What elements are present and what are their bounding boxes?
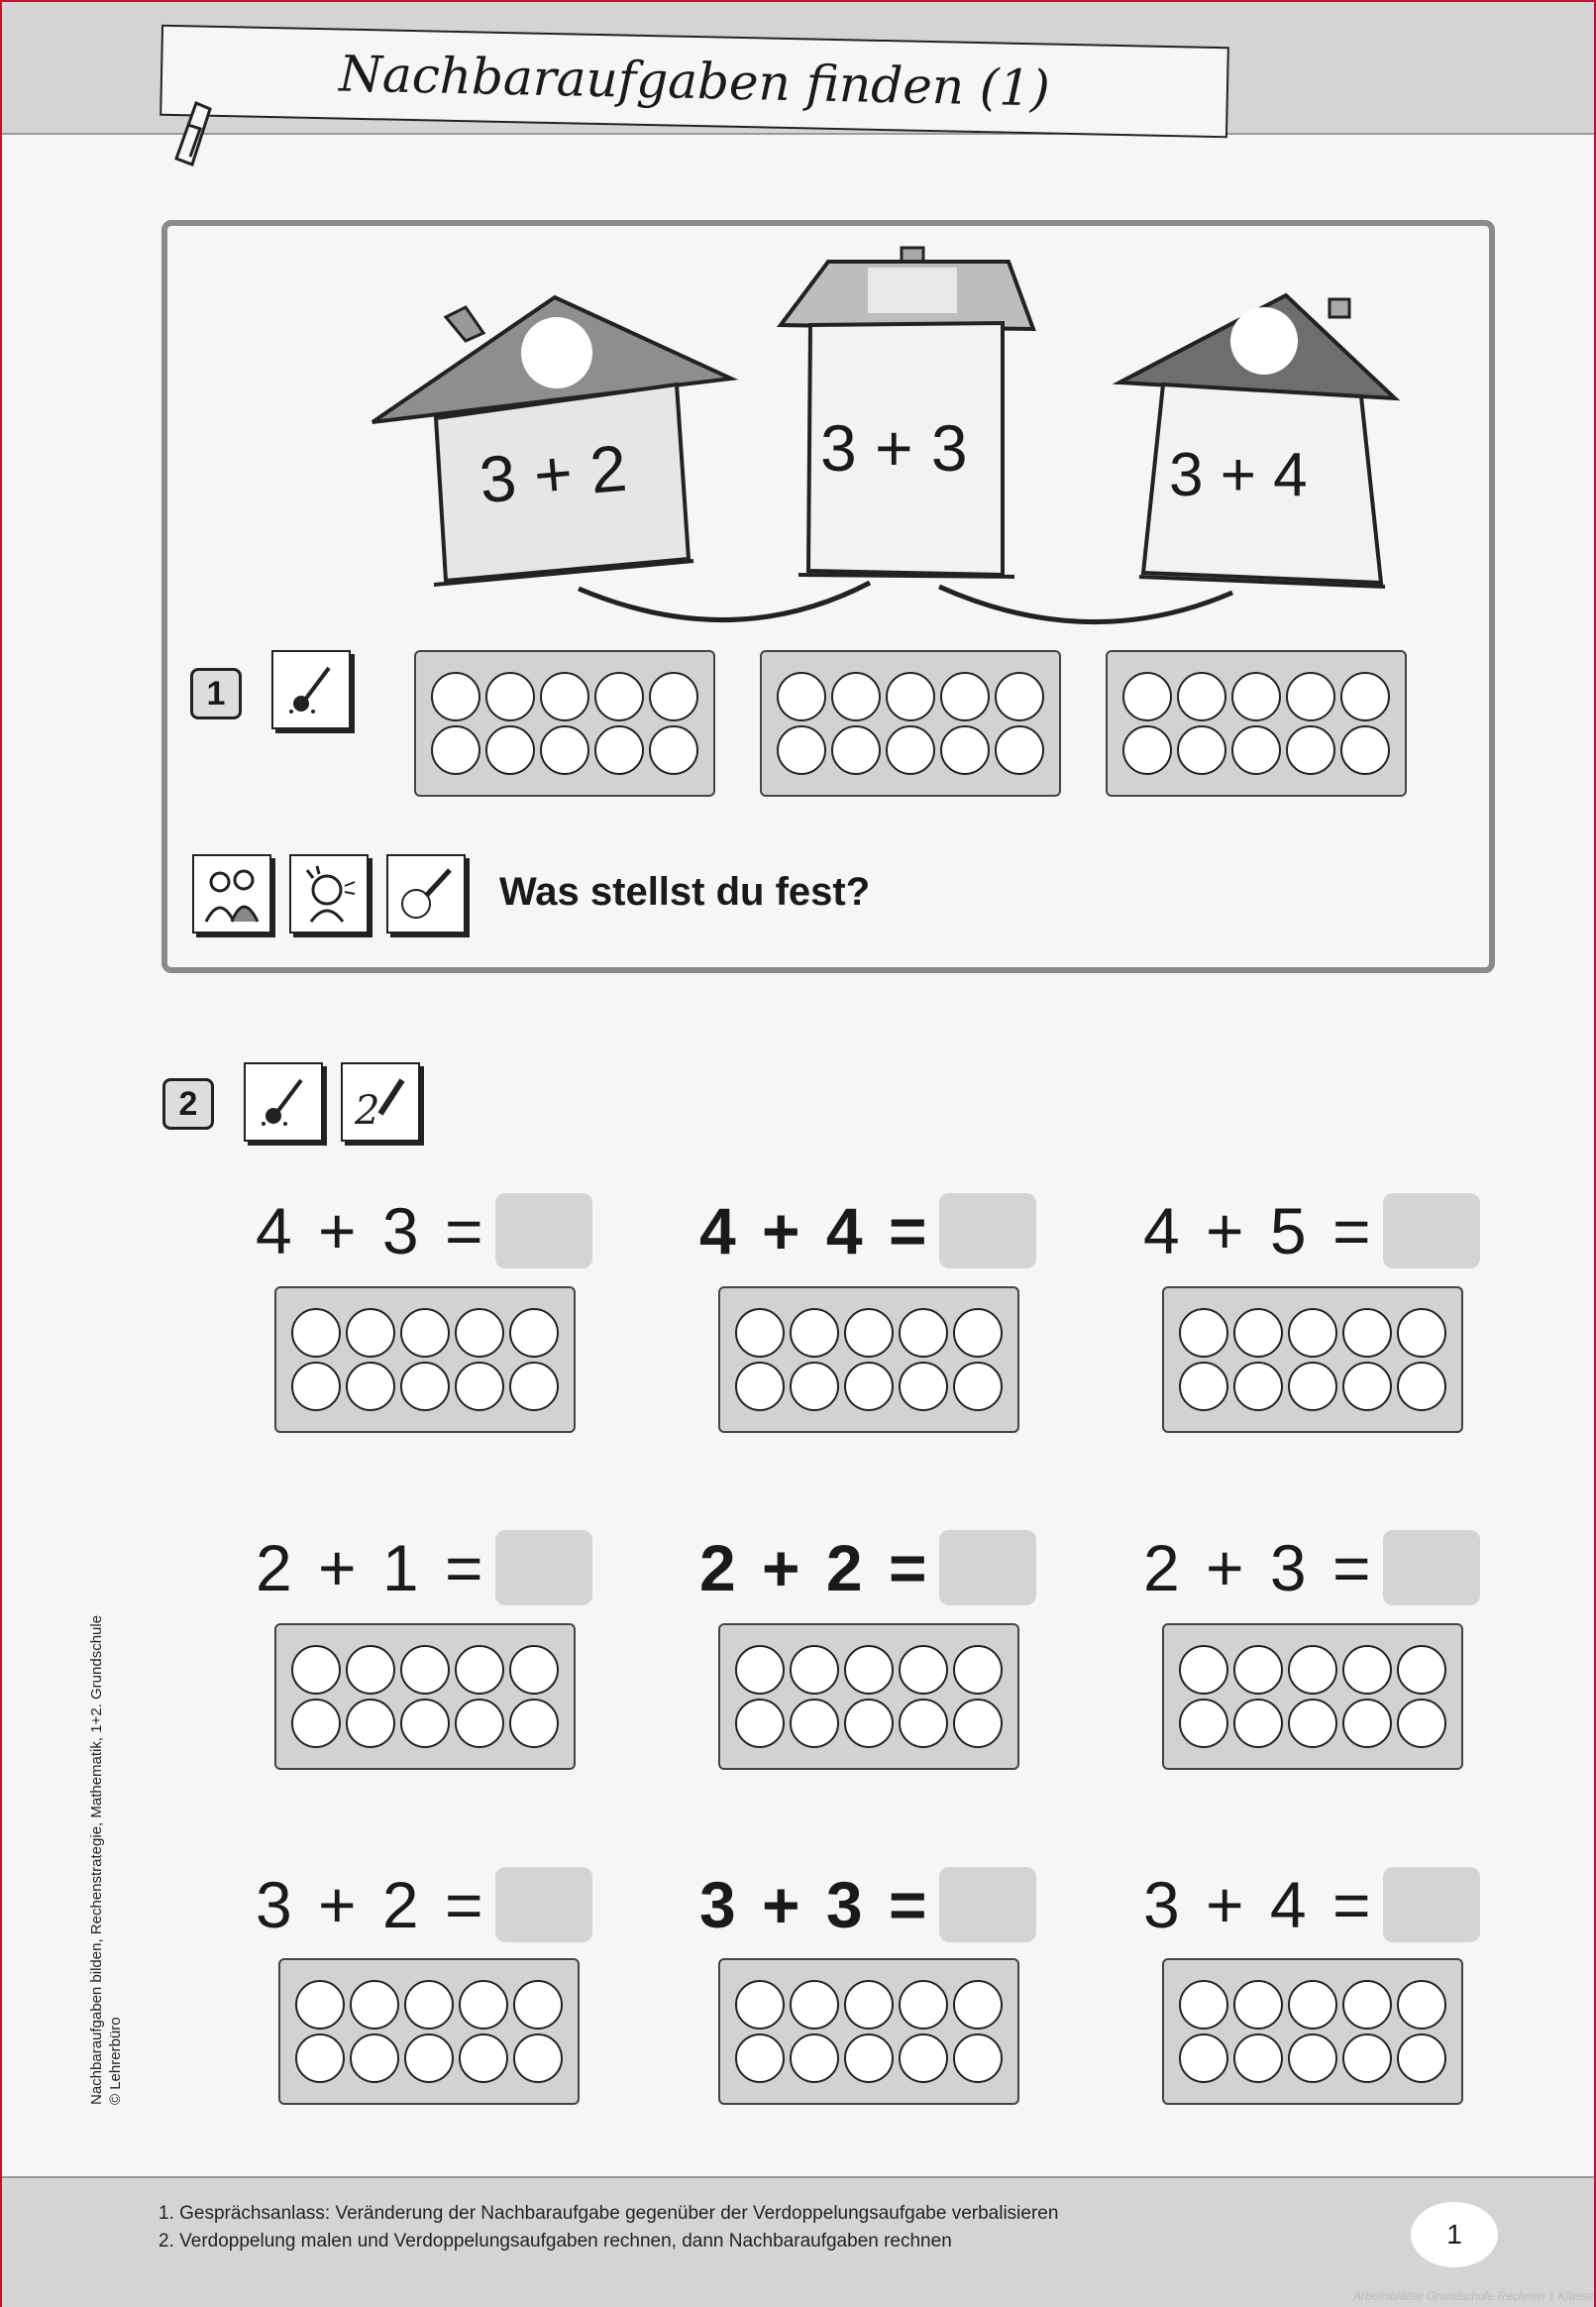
counter-circle[interactable] [1177,672,1226,721]
counter-circle[interactable] [485,672,535,721]
counter-circle[interactable] [1286,725,1335,775]
counter-circle[interactable] [509,1362,559,1411]
counter-circle[interactable] [291,1362,341,1411]
counter-circle[interactable] [899,2033,948,2083]
counter-circle[interactable] [1179,1362,1228,1411]
equation-row [1143,1530,1480,1605]
paperclip-icon [166,95,226,174]
task2-number-badge: 2 [162,1078,214,1130]
partner-talk-icon [192,854,271,934]
equation-text: 3 + 3 = [699,1868,931,1941]
counter-circle[interactable] [790,1308,839,1358]
equation-row [256,1193,592,1268]
counter-circle[interactable] [953,1645,1003,1695]
page-title: Nachbaraufgaben finden (1) [338,45,1051,118]
counter-circle[interactable] [1340,672,1390,721]
source-note [87,1615,125,2105]
counter-circle[interactable] [1179,1308,1228,1358]
counter-circle[interactable] [995,725,1044,775]
counter-circle[interactable] [1288,1645,1337,1695]
counter-circle[interactable] [1342,2033,1392,2083]
answer-box[interactable] [495,1530,592,1605]
footnote-2: 2. Verdoppelung malen und Verdoppelungsaufgaben rechnen, dann Nachbaraufgaben rechnen [159,2231,952,2252]
counter-circle[interactable] [735,1699,785,1748]
counter-circle[interactable] [844,1699,894,1748]
house-label-3: 3 + 4 [1169,441,1308,509]
counter-circle[interactable] [513,1980,563,2030]
counter-circle[interactable] [1288,1980,1337,2030]
counter-circle[interactable] [790,2033,839,2083]
svg-text:2: 2 [355,1088,380,1132]
counter-circle[interactable] [1397,1699,1446,1748]
copyright-line: © Lehrerbüro [107,2017,124,2105]
counter-circle[interactable] [995,672,1044,721]
equation-row [699,1193,1036,1268]
counter-circle[interactable] [1177,725,1226,775]
counter-circle[interactable] [291,1308,341,1358]
counter-circle[interactable] [459,2033,508,2083]
counter-circle[interactable] [735,1980,785,2030]
ten-frame[interactable] [718,1623,1019,1770]
counter-circle[interactable] [1397,1980,1446,2030]
counter-circle[interactable] [1233,1645,1283,1695]
counter-circle[interactable] [400,1362,450,1411]
counter-circle[interactable] [790,1362,839,1411]
counter-circle[interactable] [455,1362,504,1411]
watermark: Arbeitsblätter Grundschule Rechnen 1 Klasse [1353,2289,1594,2303]
answer-box[interactable] [939,1530,1036,1605]
counter-circle[interactable] [455,1645,504,1695]
answer-box[interactable] [1383,1530,1480,1605]
answer-box[interactable] [1383,1867,1480,1942]
counter-circle[interactable] [509,1308,559,1358]
ten-frame[interactable] [1162,1286,1463,1433]
counter-circle[interactable] [455,1308,504,1358]
counter-circle[interactable] [790,1645,839,1695]
counter-circle[interactable] [831,672,881,721]
source-note-line: Nachbaraufgaben bilden, Rechenstrategie, Mathematik, 1+2. Grundschule [88,1614,105,2105]
equation-text: 4 + 5 = [1143,1194,1375,1267]
counter-circle[interactable] [404,1980,454,2030]
counter-circle[interactable] [953,2033,1003,2083]
counter-circle[interactable] [1288,2033,1337,2083]
counter-circle[interactable] [953,1699,1003,1748]
counter-circle[interactable] [649,672,698,721]
equation-row [699,1530,1036,1605]
equation-row [256,1867,592,1942]
counter-circle[interactable] [899,1980,948,2030]
counter-circle[interactable] [1340,725,1390,775]
counter-circle[interactable] [953,1308,1003,1358]
counter-circle[interactable] [886,672,935,721]
ten-frame[interactable] [278,1958,580,2105]
house-label-2: 3 + 3 [820,411,968,485]
counter-circle[interactable] [1179,1699,1228,1748]
counter-circle[interactable] [1342,1980,1392,2030]
counter-circle[interactable] [431,725,480,775]
counter-circle[interactable] [831,725,881,775]
equation-text: 4 + 4 = [699,1194,931,1267]
counter-circle[interactable] [291,1645,341,1695]
counter-circle[interactable] [790,1980,839,2030]
counter-circle[interactable] [509,1645,559,1695]
counter-circle[interactable] [346,1308,395,1358]
counter-circle[interactable] [735,1308,785,1358]
ten-frame[interactable] [414,650,715,797]
answer-box[interactable] [1383,1193,1480,1268]
counter-circle[interactable] [1288,1362,1337,1411]
counter-circle[interactable] [899,1645,948,1695]
counter-circle[interactable] [1122,672,1172,721]
counter-circle[interactable] [1233,1308,1283,1358]
counter-circle[interactable] [1179,2033,1228,2083]
counter-circle[interactable] [735,2033,785,2083]
counter-circle[interactable] [1233,1699,1283,1748]
counter-circle[interactable] [899,1362,948,1411]
ten-frame[interactable] [760,650,1061,797]
counter-circle[interactable] [735,1645,785,1695]
ten-frame[interactable] [718,1286,1019,1433]
answer-box[interactable] [939,1867,1036,1942]
counter-circle[interactable] [1233,2033,1283,2083]
counter-circle[interactable] [1231,725,1281,775]
counter-circle[interactable] [1342,1699,1392,1748]
counter-circle[interactable] [540,672,589,721]
counter-circle[interactable] [899,1699,948,1748]
counter-circle[interactable] [953,1980,1003,2030]
answer-box[interactable] [495,1193,592,1268]
counter-circle[interactable] [1397,1308,1446,1358]
counter-circle[interactable] [790,1699,839,1748]
counter-circle[interactable] [1288,1699,1337,1748]
equation-row [1143,1867,1480,1942]
counter-circle[interactable] [844,1308,894,1358]
counter-circle[interactable] [1342,1362,1392,1411]
ten-frame[interactable] [1162,1958,1463,2105]
counter-circle[interactable] [509,1699,559,1748]
ten-frame[interactable] [274,1623,576,1770]
page-number: 1 [1411,2202,1498,2267]
speaking-icon [289,854,369,934]
equation-text: 2 + 3 = [1143,1531,1375,1604]
counter-circle[interactable] [346,1699,395,1748]
counter-circle[interactable] [844,2033,894,2083]
counter-circle[interactable] [1179,1980,1228,2030]
counter-circle[interactable] [1233,1980,1283,2030]
counter-circle[interactable] [953,1362,1003,1411]
counter-circle[interactable] [1286,672,1335,721]
counter-circle[interactable] [404,2033,454,2083]
counter-circle[interactable] [594,672,644,721]
equation-text: 2 + 2 = [699,1531,931,1604]
counter-circle[interactable] [400,1699,450,1748]
counter-circle[interactable] [513,2033,563,2083]
counter-circle[interactable] [540,725,589,775]
counter-circle[interactable] [886,725,935,775]
equation-row [699,1867,1036,1942]
ten-frame[interactable] [718,1958,1019,2105]
counter-circle[interactable] [1233,1362,1283,1411]
counter-circle[interactable] [1122,725,1172,775]
counter-circle[interactable] [346,1645,395,1695]
counter-circle[interactable] [400,1308,450,1358]
ten-frame[interactable] [1106,650,1407,797]
counter-circle[interactable] [350,1980,399,2030]
counter-circle[interactable] [777,725,826,775]
ten-frame[interactable] [274,1286,576,1433]
equation-text: 4 + 3 = [256,1194,487,1267]
counter-circle[interactable] [844,1645,894,1695]
counter-circle[interactable] [1342,1645,1392,1695]
footnotes [159,2200,1058,2255]
counter-circle[interactable] [735,1362,785,1411]
equation-text: 2 + 1 = [256,1531,487,1604]
counter-circle[interactable] [295,1980,345,2030]
ten-frame[interactable] [1162,1623,1463,1770]
equation-row [1143,1193,1480,1268]
counter-circle[interactable] [649,725,698,775]
counter-circle[interactable] [459,1980,508,2030]
counter-circle[interactable] [844,1362,894,1411]
pen-circle-icon [386,854,466,934]
counter-circle[interactable] [1397,2033,1446,2083]
equation-text: 3 + 2 = [256,1868,487,1941]
counter-circle[interactable] [1231,672,1281,721]
counter-circle[interactable] [1179,1645,1228,1695]
paint-brush-icon [244,1062,323,1142]
counter-circle[interactable] [1342,1308,1392,1358]
task1-number-badge: 1 [190,668,242,719]
equation-row [256,1530,592,1605]
counter-circle[interactable] [1288,1308,1337,1358]
counter-circle[interactable] [899,1308,948,1358]
counter-circle[interactable] [1397,1362,1446,1411]
counter-circle[interactable] [350,2033,399,2083]
task1-question: Was stellst du fest? [499,870,871,914]
counter-circle[interactable] [455,1699,504,1748]
answer-box[interactable] [939,1193,1036,1268]
counter-circle[interactable] [431,672,480,721]
counter-circle[interactable] [777,672,826,721]
counter-circle[interactable] [940,672,990,721]
pencil-write-icon [341,1062,420,1142]
counter-circle[interactable] [346,1362,395,1411]
counter-circle[interactable] [594,725,644,775]
counter-circle[interactable] [295,2033,345,2083]
counter-circle[interactable] [940,725,990,775]
equation-text: 3 + 4 = [1143,1868,1375,1941]
counter-circle[interactable] [291,1699,341,1748]
counter-circle[interactable] [400,1645,450,1695]
counter-circle[interactable] [485,725,535,775]
house-label-1: 3 + 2 [477,430,630,517]
counter-circle[interactable] [844,1980,894,2030]
footnote-1: 1. Gesprächsanlass: Veränderung der Nachbaraufgabe gegenüber der Verdoppelungsaufgabe verbalisieren [159,2203,1059,2224]
answer-box[interactable] [495,1867,592,1942]
paint-brush-icon [271,650,351,729]
counter-circle[interactable] [1397,1645,1446,1695]
